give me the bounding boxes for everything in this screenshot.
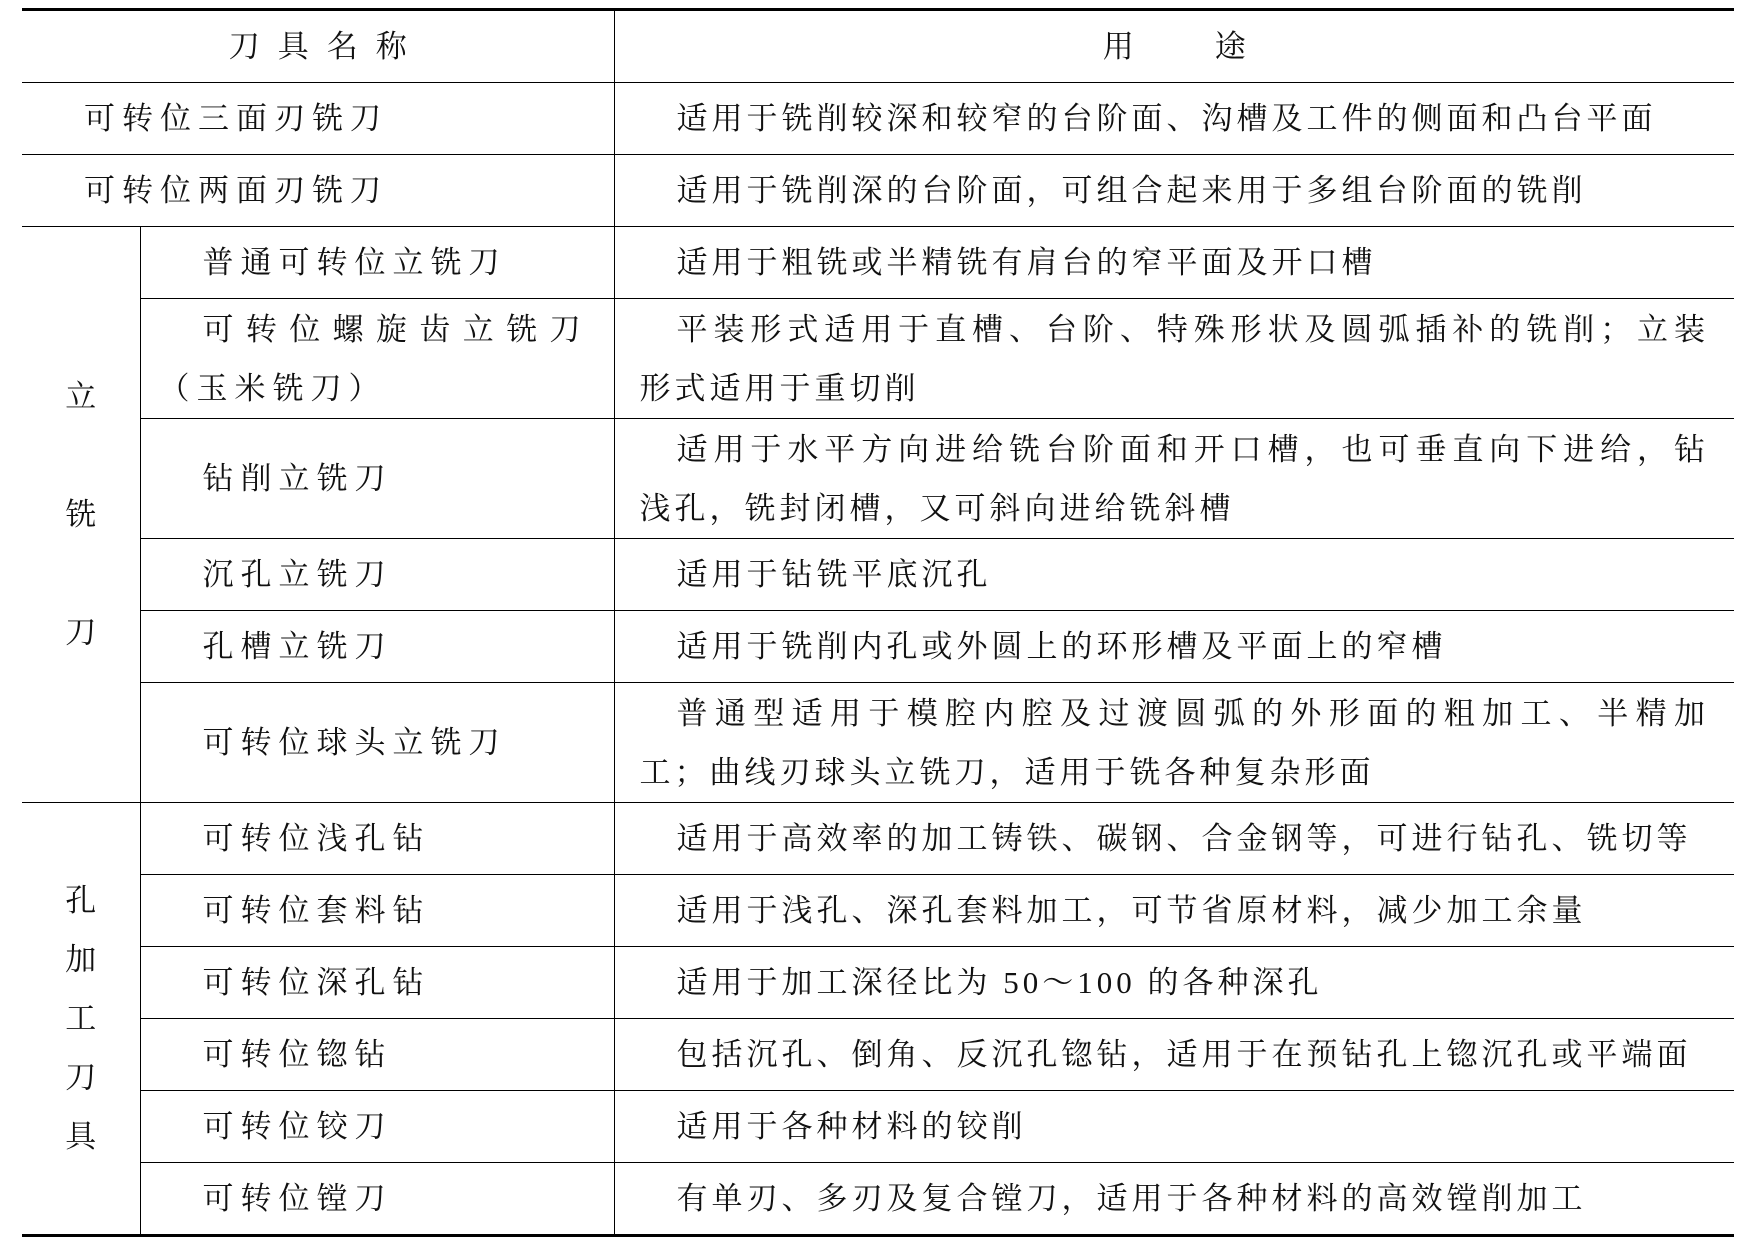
header-row [22,10,1734,83]
tool-name-cell [140,1091,614,1163]
usage-cell [614,1019,1734,1091]
table-row [22,227,1734,299]
tool-name-cell [140,947,614,1019]
table-row [22,803,1734,875]
usage-text: 适用于铣削较深和较窄的台阶面、沟槽及工件的侧面和凸台平面 [676,101,1657,136]
tool-name-line: 可转位螺旋齿立铣刀 [202,311,588,347]
tool-name-cell [140,803,614,875]
tool-name: 沉孔立铣刀 [202,557,393,592]
table-row [22,1091,1734,1163]
table-row [22,539,1734,611]
usage-cell [614,1163,1734,1236]
usage-text-line: 浅孔，铣封闭槽，又可斜向进给铣斜槽 [639,490,1235,526]
tool-name-cell [140,419,614,539]
tool-name-cell [22,155,614,227]
tool-name-cell [140,611,614,683]
tool-name-cell [140,875,614,947]
usage-text-line: 平装形式适用于直槽、台阶、特殊形状及圆弧插补的铣削；立装 [676,311,1709,347]
table-row [22,299,1734,419]
usage-cell [614,539,1734,611]
usage-text: 适用于高效率的加工铸铁、碳钢、合金钢等，可进行钻孔、铣切等 [676,821,1692,856]
tool-name-cell [140,227,614,299]
tool-name-cell [140,1163,614,1236]
tool-name: 钻削立铣刀 [202,461,393,496]
usage-cell [614,155,1734,227]
tool-name: 可转位套料钻 [202,893,431,928]
table-row [22,1163,1734,1236]
header-tool-name: 刀具名称 [22,10,614,83]
tool-name: 可转位铰刀 [202,1109,393,1144]
cutting-tools-table [22,8,1734,1237]
usage-text: 有单刃、多刃及复合镗刀，适用于各种材料的高效镗削加工 [676,1181,1587,1216]
usage-cell [614,299,1734,419]
usage-text-line: 形式适用于重切削 [639,370,920,406]
group-label-end-mills: 立铣刀 [65,378,97,650]
tool-name-cell [140,1019,614,1091]
usage-cell [614,419,1734,539]
tool-name-cell [140,299,614,419]
usage-text-line: 普通型适用于模腔内腔及过渡圆弧的外形面的粗加工、半精加 [676,695,1709,731]
tool-name-cell [140,683,614,803]
usage-cell [614,83,1734,155]
tool-name: 可转位锪钻 [202,1037,393,1072]
usage-text: 适用于浅孔、深孔套料加工，可节省原材料，减少加工余量 [676,893,1587,928]
table-row [22,947,1734,1019]
usage-text-line: 适用于水平方向进给铣台阶面和开口槽，也可垂直向下进给，钻 [676,431,1709,467]
tool-name: 可转位浅孔钻 [202,821,431,856]
tool-name-line: （玉米铣刀） [158,370,387,406]
tool-name-cell [22,83,614,155]
table-row [22,875,1734,947]
table-row [22,1019,1734,1091]
usage-text: 适用于铣削深的台阶面，可组合起来用于多组台阶面的铣削 [676,173,1587,208]
usage-cell [614,683,1734,803]
usage-text: 适用于钻铣平底沉孔 [676,557,992,592]
table-row [22,419,1734,539]
group-label-hole-tools: 孔加工刀具 [65,883,97,1154]
usage-text: 包括沉孔、倒角、反沉孔锪钻，适用于在预钻孔上锪沉孔或平端面 [676,1037,1692,1072]
tool-name-cell [140,539,614,611]
usage-cell [614,611,1734,683]
tool-name: 可转位深孔钻 [202,965,431,1000]
group-cell-end-mills [22,227,140,803]
usage-text-line: 工；曲线刃球头立铣刀，适用于铣各种复杂形面 [639,754,1375,790]
usage-cell [614,947,1734,1019]
usage-cell [614,1091,1734,1163]
usage-text: 适用于加工深径比为 50～100 的各种深孔 [676,965,1323,1000]
tool-name: 可转位镗刀 [202,1181,393,1216]
usage-cell [614,803,1734,875]
tool-name: 可转位两面刃铣刀 [84,173,388,208]
usage-text: 适用于各种材料的铰削 [676,1109,1027,1144]
header-usage: 用途 [614,10,1734,83]
tool-name: 可转位三面刃铣刀 [84,101,388,136]
table-row [22,83,1734,155]
tool-name: 孔槽立铣刀 [202,629,393,664]
usage-cell [614,227,1734,299]
usage-cell [614,875,1734,947]
tool-name: 可转位球头立铣刀 [202,725,507,760]
usage-text: 适用于铣削内孔或外圆上的环形槽及平面上的窄槽 [676,629,1447,664]
table-row [22,155,1734,227]
table-row [22,611,1734,683]
group-cell-hole-tools [22,803,140,1236]
table-row [22,683,1734,803]
tool-name: 普通可转位立铣刀 [202,245,507,280]
usage-text: 适用于粗铣或半精铣有肩台的窄平面及开口槽 [676,245,1377,280]
